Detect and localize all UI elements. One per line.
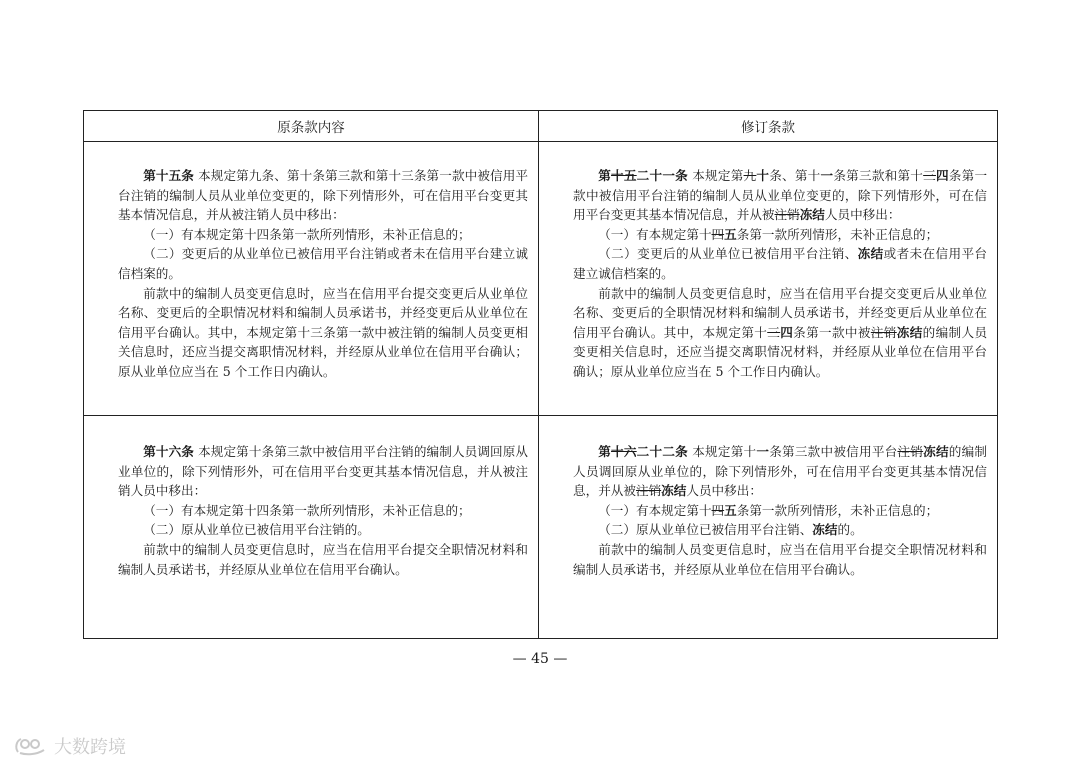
- list-item: （二）变更后的从业单位已被信用平台注销或者未在信用平台建立诚信档案的。: [118, 246, 528, 281]
- list-item: （一）有本规定第十四五条第一款所列情形，未补正信息的；: [598, 226, 939, 242]
- cell-original-article-15: [84, 142, 539, 416]
- paragraph: 前款中的编制人员变更信息时，应当在信用平台提交全职情况材料和编制人员承诺书，并经原从业单位在信用平台确认。: [118, 541, 528, 577]
- list-item: （二）原从业单位已被信用平台注销的。: [143, 522, 370, 538]
- page-number: — 45 —: [512, 651, 568, 667]
- cell-original-article-16: [84, 416, 539, 639]
- watermark-text: 大数跨境: [54, 737, 126, 758]
- paragraph: 前款中的编制人员变更信息时，应当在信用平台提交变更后从业单位名称、变更后的全职情况材料和编制人员承诺书，并经变更后从业单位在信用平台确认。其中，本规定第十三四条第一款中被注销冻结的编制人员变更相关信息时，还应当提交离职情况材料，并经原从业单位在信用平台确认；原从业单位应当在 5 个工作日内确认。: [573, 285, 988, 379]
- table-row: [84, 416, 998, 639]
- table-row: [84, 142, 998, 416]
- cell-revised-article-22: [539, 416, 998, 639]
- list-item: （二）变更后的从业单位已被信用平台注销、冻结或者未在信用平台建立诚信档案的。: [573, 246, 988, 281]
- paragraph: 第十六二十二条 本规定第十一条第三款中被信用平台注销冻结的编制人员调回原从业单位的，除下列情形外，可在信用平台变更其基本情况信息，并从被注销冻结人员中移出：: [573, 444, 988, 499]
- paragraph: 前款中的编制人员变更信息时，应当在信用平台提交变更后从业单位名称、变更后的全职情况材料和编制人员承诺书，并经变更后从业单位在信用平台确认。其中，本规定第十三条第一款中被注销的编制人员变更相关信息时，还应当提交离职情况材料，并经原从业单位在信用平台确认；原从业单位应当在 5 个工作日内确认。: [118, 285, 528, 379]
- list-item: （二）原从业单位已被信用平台注销、冻结的。: [598, 522, 863, 538]
- header-original: 原条款内容: [84, 111, 539, 142]
- paragraph: 第十五条 本规定第九条、第十条第三款和第十三条第一款中被信用平台注销的编制人员从业单位变更的，除下列情形外，可在信用平台变更其基本情况信息，并从被注销人员中移出：: [118, 168, 529, 223]
- list-item: （一）有本规定第十四条第一款所列情形，未补正信息的；: [143, 502, 471, 518]
- logo-icon: [14, 736, 48, 756]
- list-item: （一）有本规定第十四五条第一款所列情形，未补正信息的；: [598, 502, 939, 518]
- watermark: [14, 733, 126, 759]
- article-title: 第十五条: [143, 168, 194, 183]
- list-item: （一）有本规定第十四条第一款所列情形，未补正信息的；: [143, 226, 471, 242]
- article-title: 第十六二十二条: [598, 444, 688, 459]
- paragraph: 第十六条 本规定第十条第三款中被信用平台注销的编制人员调回原从业单位的，除下列情形外，可在信用平台变更其基本情况信息，并从被注销人员中移出：: [118, 444, 529, 499]
- article-title: 第十六条: [143, 444, 194, 459]
- header-revised: 修订条款: [539, 111, 998, 142]
- article-title: 第十五二十一条: [598, 168, 688, 183]
- cell-revised-article-21: [539, 142, 998, 416]
- comparison-table: [83, 110, 998, 639]
- paragraph: 第十五二十一条 本规定第九十条、第十一条第三款和第十三四条第一款中被信用平台注销的编制人员从业单位变更的，除下列情形外，可在信用平台变更其基本情况信息，并从被注销冻结人员中移出：: [573, 168, 988, 223]
- header-row: [84, 111, 998, 142]
- paragraph: 前款中的编制人员变更信息时，应当在信用平台提交全职情况材料和编制人员承诺书，并经原从业单位在信用平台确认。: [573, 541, 987, 577]
